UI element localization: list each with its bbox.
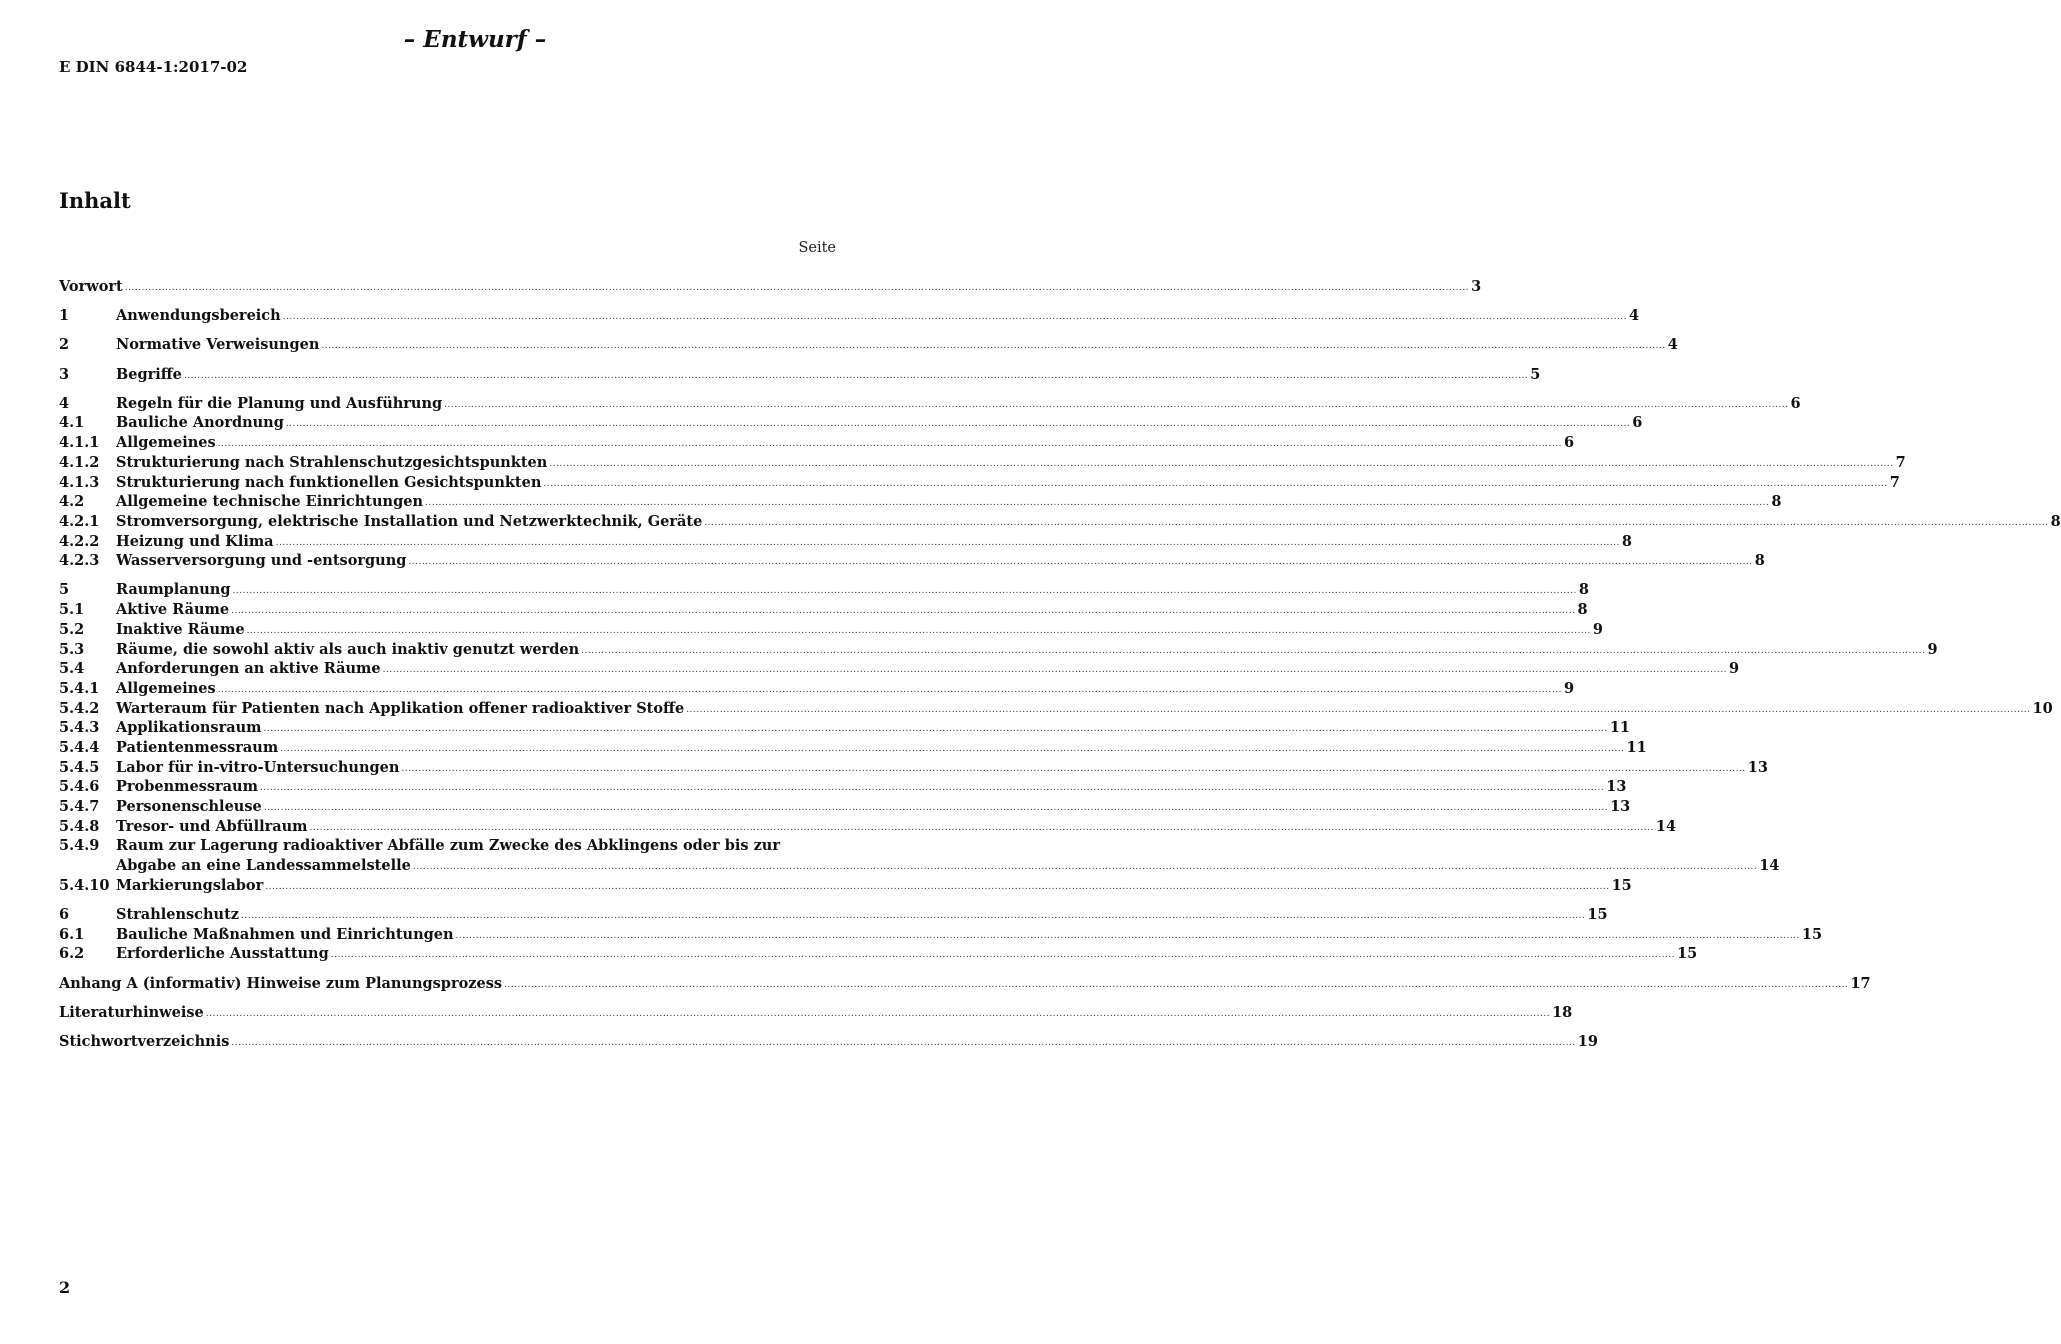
toc-entry-title: Raumplanung xyxy=(116,581,231,599)
toc-entry[interactable] xyxy=(59,277,1482,297)
document-id: E DIN 6844-1:2017-02 xyxy=(59,58,248,76)
toc-entry[interactable] xyxy=(59,365,1541,385)
toc-entry-number: 4.2 xyxy=(59,493,85,511)
toc-entry[interactable] xyxy=(59,413,1643,433)
toc-entry-title: Probenmessraum xyxy=(116,778,258,796)
toc-entry-title: Räume, die sowohl aktiv als auch inaktiv genutzt werden xyxy=(116,640,580,658)
table-of-contents xyxy=(59,277,2061,1052)
toc-entry-page: 19 xyxy=(1577,1032,1598,1050)
toc-entry-page: 4 xyxy=(1629,307,1640,325)
toc-entry-page: 6 xyxy=(1563,434,1575,452)
toc-entry-number: 4.2.1 xyxy=(59,512,100,530)
toc-entry-page: 13 xyxy=(1747,758,1768,776)
dot-leader: ................................................................................................................................................................................................................................................................................................................................................................................................................ xyxy=(309,822,1654,833)
toc-entry[interactable] xyxy=(59,718,1631,738)
toc-entry-number: 4 xyxy=(59,394,70,412)
toc-entry-page: 10 xyxy=(2032,699,2053,717)
toc-entry-title: Inaktive Räume xyxy=(116,620,245,638)
toc-entry[interactable] xyxy=(59,876,1632,896)
dot-leader: ................................................................................................................................................................................................................................................................................................................................................................................................................ xyxy=(275,537,1620,548)
toc-entry-title: Strukturierung nach funktionellen Gesichtspunkten xyxy=(116,473,542,491)
dot-leader: ................................................................................................................................................................................................................................................................................................................................................................................................................ xyxy=(412,862,1758,873)
toc-entry-title: Begriffe xyxy=(116,365,182,383)
toc-entry-title: Allgemeines xyxy=(116,434,216,452)
toc-entry-number: 5.4.6 xyxy=(59,778,100,796)
toc-entry-page: 9 xyxy=(1728,660,1740,678)
toc-entry-page: 7 xyxy=(1895,453,1906,471)
toc-entry-title: Raum zur Lagerung radioaktiver Abfälle zum Zwecke des Abklingens oder bis zur xyxy=(116,837,780,855)
toc-entry-page: 7 xyxy=(1889,473,1900,491)
toc-entry[interactable] xyxy=(59,836,837,856)
draft-watermark-label: – Entwurf – xyxy=(403,26,547,53)
dot-leader: ................................................................................................................................................................................................................................................................................................................................................................................................................ xyxy=(581,645,1926,656)
dot-leader: ................................................................................................................................................................................................................................................................................................................................................................................................................ xyxy=(382,665,1727,676)
toc-entry-page: 11 xyxy=(1626,738,1647,756)
toc-entry-number: 5.4 xyxy=(59,660,85,678)
dot-leader: ................................................................................................................................................................................................................................................................................................................................................................................................................ xyxy=(686,704,2031,715)
toc-entry-title: Aktive Räume xyxy=(116,601,230,619)
toc-heading: Inhalt xyxy=(59,188,131,213)
toc-entry-page: 18 xyxy=(1552,1003,1573,1021)
toc-entry-number: 4.2.2 xyxy=(59,532,100,550)
toc-entry-number: 6.1 xyxy=(59,925,85,943)
toc-entry[interactable] xyxy=(59,856,1780,876)
toc-entry[interactable] xyxy=(59,699,2053,719)
dot-leader: ................................................................................................................................................................................................................................................................................................................................................................................................................ xyxy=(455,930,1800,941)
toc-entry-title: Normative Verweisungen xyxy=(116,336,320,354)
toc-entry-page: 15 xyxy=(1801,925,1823,943)
dot-leader: ................................................................................................................................................................................................................................................................................................................................................................................................................ xyxy=(543,478,1888,489)
toc-entry-title: Literaturhinweise xyxy=(59,1003,204,1021)
toc-entry-number: 6.2 xyxy=(59,945,85,963)
toc-entry[interactable] xyxy=(59,512,2061,532)
toc-entry[interactable] xyxy=(59,306,1640,326)
toc-entry-number: 5.4.4 xyxy=(59,738,100,756)
toc-entry-title: Warteraum für Patienten nach Applikation offener radioaktiver Stoffe xyxy=(116,699,685,717)
dot-leader: ................................................................................................................................................................................................................................................................................................................................................................................................................ xyxy=(241,910,1586,921)
dot-leader: ................................................................................................................................................................................................................................................................................................................................................................................................................ xyxy=(259,783,1605,794)
dot-leader: ................................................................................................................................................................................................................................................................................................................................................................................................................ xyxy=(231,606,1576,617)
toc-entry-title: Anhang A (informativ) Hinweise zum Planungsprozess xyxy=(59,974,503,992)
toc-entry-page: 8 xyxy=(1621,532,1633,550)
toc-entry[interactable] xyxy=(59,532,1633,552)
toc-entry[interactable] xyxy=(59,777,1627,797)
toc-entry[interactable] xyxy=(59,394,1801,414)
dot-leader: ................................................................................................................................................................................................................................................................................................................................................................................................................ xyxy=(246,625,1591,636)
toc-entry-title: Allgemeine technische Einrichtungen xyxy=(116,493,423,511)
toc-entry-title: Labor für in-vitro-Untersuchungen xyxy=(116,758,400,776)
toc-entry-title: Bauliche Anordnung xyxy=(116,414,284,432)
dot-leader: ................................................................................................................................................................................................................................................................................................................................................................................................................ xyxy=(704,517,2049,528)
toc-entry-number: 4.1 xyxy=(59,414,85,432)
toc-entry[interactable] xyxy=(59,580,1589,600)
toc-entry-page: 15 xyxy=(1677,945,1698,963)
toc-entry-title: Regeln für die Planung und Ausführung xyxy=(116,394,443,412)
toc-entry-number: 2 xyxy=(59,336,70,354)
toc-entry-number: 5.4.5 xyxy=(59,758,100,776)
toc-entry-title: Vorwort xyxy=(59,278,123,295)
toc-entry-page: 11 xyxy=(1609,719,1631,737)
dot-leader: ................................................................................................................................................................................................................................................................................................................................................................................................................ xyxy=(217,684,1562,695)
dot-leader: ................................................................................................................................................................................................................................................................................................................................................................................................................ xyxy=(124,283,1470,293)
dot-leader: ................................................................................................................................................................................................................................................................................................................................................................................................................ xyxy=(183,370,1529,381)
toc-entry-page: 6 xyxy=(1632,414,1643,432)
toc-entry-title: Anforderungen an aktive Räume xyxy=(116,660,381,678)
dot-leader: ................................................................................................................................................................................................................................................................................................................................................................................................................ xyxy=(280,743,1625,754)
toc-entry-title: Bauliche Maßnahmen und Einrichtungen xyxy=(116,925,454,943)
toc-entry-title: Strahlenschutz xyxy=(116,905,240,923)
toc-entry[interactable] xyxy=(59,659,1740,679)
toc-entry-page: 8 xyxy=(1754,552,1765,570)
toc-entry-number: 5.4.2 xyxy=(59,699,100,717)
toc-entry-number: 5.2 xyxy=(59,620,85,638)
toc-entry-title: Anwendungsbereich xyxy=(116,307,281,325)
toc-entry-title: Strukturierung nach Strahlenschutzgesichtspunkten xyxy=(116,453,548,471)
dot-leader: ................................................................................................................................................................................................................................................................................................................................................................................................................ xyxy=(321,341,1666,352)
dot-leader: ................................................................................................................................................................................................................................................................................................................................................................................................................ xyxy=(232,586,1577,597)
dot-leader: ................................................................................................................................................................................................................................................................................................................................................................................................................ xyxy=(205,1008,1551,1019)
page-column-label: Seite xyxy=(798,240,836,256)
toc-entry-number: 1 xyxy=(59,307,70,325)
toc-entry-page: 15 xyxy=(1611,876,1632,894)
toc-entry-number: 4.1.2 xyxy=(59,453,100,471)
toc-entry-page: 9 xyxy=(1563,679,1575,697)
toc-entry[interactable] xyxy=(59,600,1588,620)
dot-leader: ................................................................................................................................................................................................................................................................................................................................................................................................................ xyxy=(444,399,1789,410)
toc-entry[interactable] xyxy=(59,974,1871,994)
toc-entry-number: 3 xyxy=(59,365,70,383)
toc-entry-page: 8 xyxy=(2050,512,2061,530)
toc-entry[interactable] xyxy=(59,453,1906,473)
dot-leader: ................................................................................................................................................................................................................................................................................................................................................................................................................ xyxy=(330,950,1676,961)
toc-entry[interactable] xyxy=(59,492,1782,512)
toc-entry-page: 8 xyxy=(1578,581,1589,599)
toc-entry-page: 14 xyxy=(1759,857,1780,875)
toc-entry-number: 5 xyxy=(59,581,70,599)
toc-entry[interactable] xyxy=(59,797,1631,817)
page-number: 2 xyxy=(59,1278,71,1297)
dot-leader: ................................................................................................................................................................................................................................................................................................................................................................................................................ xyxy=(282,312,1628,323)
dot-leader: ................................................................................................................................................................................................................................................................................................................................................................................................................ xyxy=(408,557,1753,568)
toc-entry-title: Wasserversorgung und -entsorgung xyxy=(116,552,407,570)
toc-entry-page: 17 xyxy=(1850,974,1871,992)
dot-leader: ................................................................................................................................................................................................................................................................................................................................................................................................................ xyxy=(425,498,1770,509)
toc-entry-page: 13 xyxy=(1610,798,1631,815)
toc-entry-title: Applikationsraum xyxy=(116,719,262,737)
toc-entry[interactable] xyxy=(59,905,1608,925)
toc-entry[interactable] xyxy=(59,944,1698,964)
toc-entry[interactable] xyxy=(59,1003,1573,1023)
toc-entry-page: 14 xyxy=(1655,817,1677,835)
toc-entry[interactable] xyxy=(59,551,1765,571)
dot-leader: ................................................................................................................................................................................................................................................................................................................................................................................................................ xyxy=(285,419,1631,430)
toc-entry[interactable] xyxy=(59,1032,1598,1052)
toc-entry-number: 4.1.1 xyxy=(59,434,100,452)
dot-leader: ................................................................................................................................................................................................................................................................................................................................................................................................................ xyxy=(504,979,1849,990)
toc-entry[interactable] xyxy=(59,433,1575,453)
dot-leader: ................................................................................................................................................................................................................................................................................................................................................................................................................ xyxy=(217,439,1562,450)
toc-entry-title: Stichwortverzeichnis xyxy=(59,1032,230,1050)
toc-entry-number: 4.1.3 xyxy=(59,473,100,491)
toc-entry-title: Markierungslabor xyxy=(116,876,264,894)
toc-entry-title: Abgabe an eine Landessammelstelle xyxy=(116,857,411,875)
toc-entry[interactable] xyxy=(59,679,1575,699)
dot-leader: ................................................................................................................................................................................................................................................................................................................................................................................................................ xyxy=(265,881,1610,892)
toc-entry-title: Personenschleuse xyxy=(116,798,262,815)
toc-entry-page: 8 xyxy=(1577,601,1588,619)
toc-entry[interactable] xyxy=(59,758,1768,778)
toc-entry-number: 5.4.8 xyxy=(59,817,100,835)
toc-entry-number: 4.2.3 xyxy=(59,552,100,570)
dot-leader: ................................................................................................................................................................................................................................................................................................................................................................................................................ xyxy=(263,803,1609,813)
toc-entry[interactable] xyxy=(59,640,1938,660)
dot-leader: ................................................................................................................................................................................................................................................................................................................................................................................................................ xyxy=(401,763,1746,774)
toc-entry-page: 8 xyxy=(1771,493,1782,511)
toc-entry[interactable] xyxy=(59,620,1603,640)
toc-entry[interactable] xyxy=(59,473,1900,493)
dot-leader: ................................................................................................................................................................................................................................................................................................................................................................................................................ xyxy=(549,458,1894,469)
toc-entry-number: 5.4.1 xyxy=(59,679,100,697)
toc-entry-page: 5 xyxy=(1530,365,1541,383)
toc-entry-title: Erforderliche Ausstattung xyxy=(116,945,329,963)
toc-entry-page: 3 xyxy=(1471,278,1482,295)
toc-entry-number: 5.4.10 xyxy=(59,876,110,894)
toc-entry[interactable] xyxy=(59,738,1647,758)
toc-entry-number: 5.4.9 xyxy=(59,837,100,855)
toc-entry[interactable] xyxy=(59,335,1678,355)
toc-entry-number: 5.3 xyxy=(59,640,85,658)
toc-entry-title: Tresor- und Abfüllraum xyxy=(116,817,308,835)
toc-entry-page: 15 xyxy=(1587,905,1608,923)
toc-entry-number: 5.4.3 xyxy=(59,719,100,737)
toc-entry[interactable] xyxy=(59,925,1823,945)
toc-entry-title: Stromversorgung, elektrische Installation und Netzwerktechnik, Geräte xyxy=(116,512,703,530)
toc-entry-page: 4 xyxy=(1667,336,1678,354)
toc-entry-title: Heizung und Klima xyxy=(116,532,274,550)
dot-leader: ................................................................................................................................................................................................................................................................................................................................................................................................................ xyxy=(263,724,1608,735)
toc-entry-page: 6 xyxy=(1790,394,1801,412)
toc-entry-title: Allgemeines xyxy=(116,679,216,697)
toc-entry[interactable] xyxy=(59,817,1677,837)
toc-entry-title: Patientenmessraum xyxy=(116,738,279,756)
toc-entry-number: 6 xyxy=(59,905,70,923)
toc-entry-page: 13 xyxy=(1606,778,1627,796)
dot-leader: ................................................................................................................................................................................................................................................................................................................................................................................................................ xyxy=(231,1037,1576,1048)
toc-entry-number: 5.1 xyxy=(59,601,85,619)
toc-entry-page: 9 xyxy=(1592,620,1603,638)
toc-entry-page: 9 xyxy=(1927,640,1938,658)
toc-entry-number: 5.4.7 xyxy=(59,798,100,815)
